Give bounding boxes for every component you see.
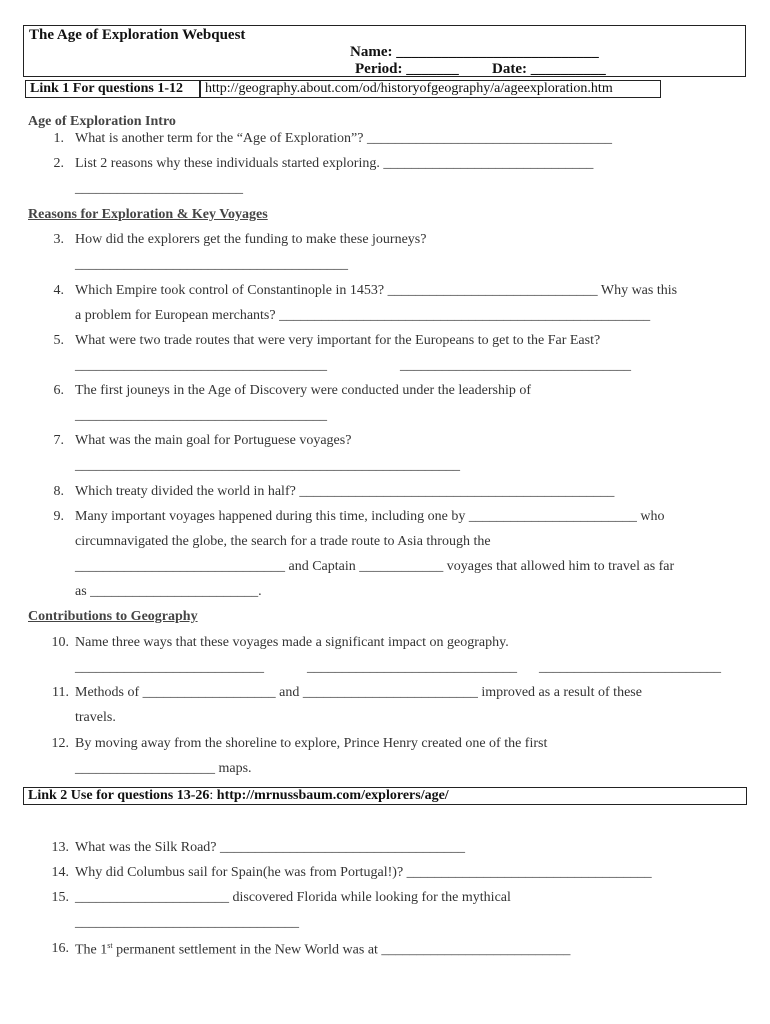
q10-answer-line-b[interactable]: ______________________________ <box>307 660 517 675</box>
link2-url[interactable]: http://mrnussbaum.com/explorers/age/ <box>216 788 449 803</box>
q9-number: 9. <box>53 509 64 524</box>
q16-text-b: permanent settlement in the New World was at ___________________________ <box>112 942 571 958</box>
q3-answer-line[interactable]: _______________________________________ <box>75 257 348 272</box>
q10-answer-line-c[interactable]: __________________________ <box>539 660 721 675</box>
q11-line2: travels. <box>75 710 116 725</box>
q13-text: What was the Silk Road? ___________________________________ <box>75 840 466 855</box>
q11-text: Methods of ___________________ and _________________________ improved as a result of these <box>75 685 642 700</box>
q6-text: The first jouneys in the Age of Discovery were conducted under the leadership of <box>75 383 532 398</box>
q12-line2: ____________________ maps. <box>75 761 252 776</box>
q4-line2: a problem for European merchants? _____________________________________________________ <box>75 308 651 323</box>
q6-number: 6. <box>53 383 64 398</box>
date-field[interactable]: Date: __________ <box>492 61 606 77</box>
link2-box <box>23 787 747 805</box>
q4-text: Which Empire took control of Constantinople in 1453? ______________________________ Why was this <box>75 283 678 298</box>
q9-line2: circumnavigated the globe, the search for a trade route to Asia through the <box>75 534 491 549</box>
q2-text: List 2 reasons why these individuals started exploring. ______________________________ <box>75 156 594 171</box>
name-field[interactable]: Name: ___________________________ <box>350 44 599 60</box>
q12-text: By moving away from the shoreline to explore, Prince Henry created one of the first <box>75 736 548 751</box>
q6-answer-line[interactable]: ____________________________________ <box>75 408 327 423</box>
q13-number: 13. <box>51 840 69 855</box>
q15-number: 15. <box>51 890 69 905</box>
q5-text: What were two trade routes that were very important for the Europeans to get to the Far East? <box>75 333 601 348</box>
section-reasons: Reasons for Exploration & Key Voyages <box>28 207 268 222</box>
q10-answer-line-a[interactable]: ___________________________ <box>75 660 264 675</box>
q7-answer-line[interactable]: _______________________________________________________ <box>75 458 460 473</box>
q15-text: ______________________ discovered Florida while looking for the mythical <box>75 890 511 905</box>
q7-number: 7. <box>53 433 64 448</box>
q10-number: 10. <box>51 635 69 650</box>
q12-number: 12. <box>51 736 69 751</box>
q2-number: 2. <box>53 156 64 171</box>
q16-number: 16. <box>51 941 69 956</box>
q16-text <box>75 941 570 959</box>
q3-text: How did the explorers get the funding to make these journeys? <box>75 232 427 247</box>
q2-answer-line[interactable]: ________________________ <box>75 181 243 196</box>
q9-line4: as ________________________. <box>75 584 262 599</box>
q5-number: 5. <box>53 333 64 348</box>
q15-answer-line[interactable]: ________________________________ <box>75 915 299 930</box>
link1-label: Link 1 For questions 1-12 <box>25 80 200 98</box>
q1-text: What is another term for the “Age of Exploration”? ___________________________________ <box>75 131 612 146</box>
q14-text: Why did Columbus sail for Spain(he was from Portugal!)? ___________________________________ <box>75 865 652 880</box>
q3-number: 3. <box>53 232 64 247</box>
q16-superscript: st <box>107 941 113 950</box>
q7-text: What was the main goal for Portuguese voyages? <box>75 433 352 448</box>
period-field[interactable]: Period: _______ <box>355 61 459 77</box>
link2-colon: : <box>209 788 217 803</box>
q9-text: Many important voyages happened during this time, including one by ________________________ who <box>75 509 665 524</box>
q14-number: 14. <box>51 865 69 880</box>
q16-text-a: The 1 <box>75 942 108 958</box>
section-contributions: Contributions to Geography <box>28 609 198 624</box>
q5-answer-line-a[interactable]: ____________________________________ <box>75 358 327 373</box>
q8-number: 8. <box>53 484 64 499</box>
q11-number: 11. <box>52 685 69 700</box>
section-intro: Age of Exploration Intro <box>28 114 176 129</box>
q8-text: Which treaty divided the world in half? _____________________________________________ <box>75 484 615 499</box>
q4-number: 4. <box>53 283 64 298</box>
q1-number: 1. <box>53 131 64 146</box>
q10-text: Name three ways that these voyages made a significant impact on geography. <box>75 635 509 650</box>
link2-label: Link 2 Use for questions 13-26 <box>28 788 210 803</box>
q5-answer-line-b[interactable]: _________________________________ <box>400 358 631 373</box>
q9-line3: ______________________________ and Captain ____________ voyages that allowed him to travel as far <box>75 559 675 574</box>
link1-url[interactable]: http://geography.about.com/od/historyofgeography/a/ageexploration.htm <box>200 80 661 98</box>
worksheet-title: The Age of Exploration Webquest <box>29 27 246 43</box>
